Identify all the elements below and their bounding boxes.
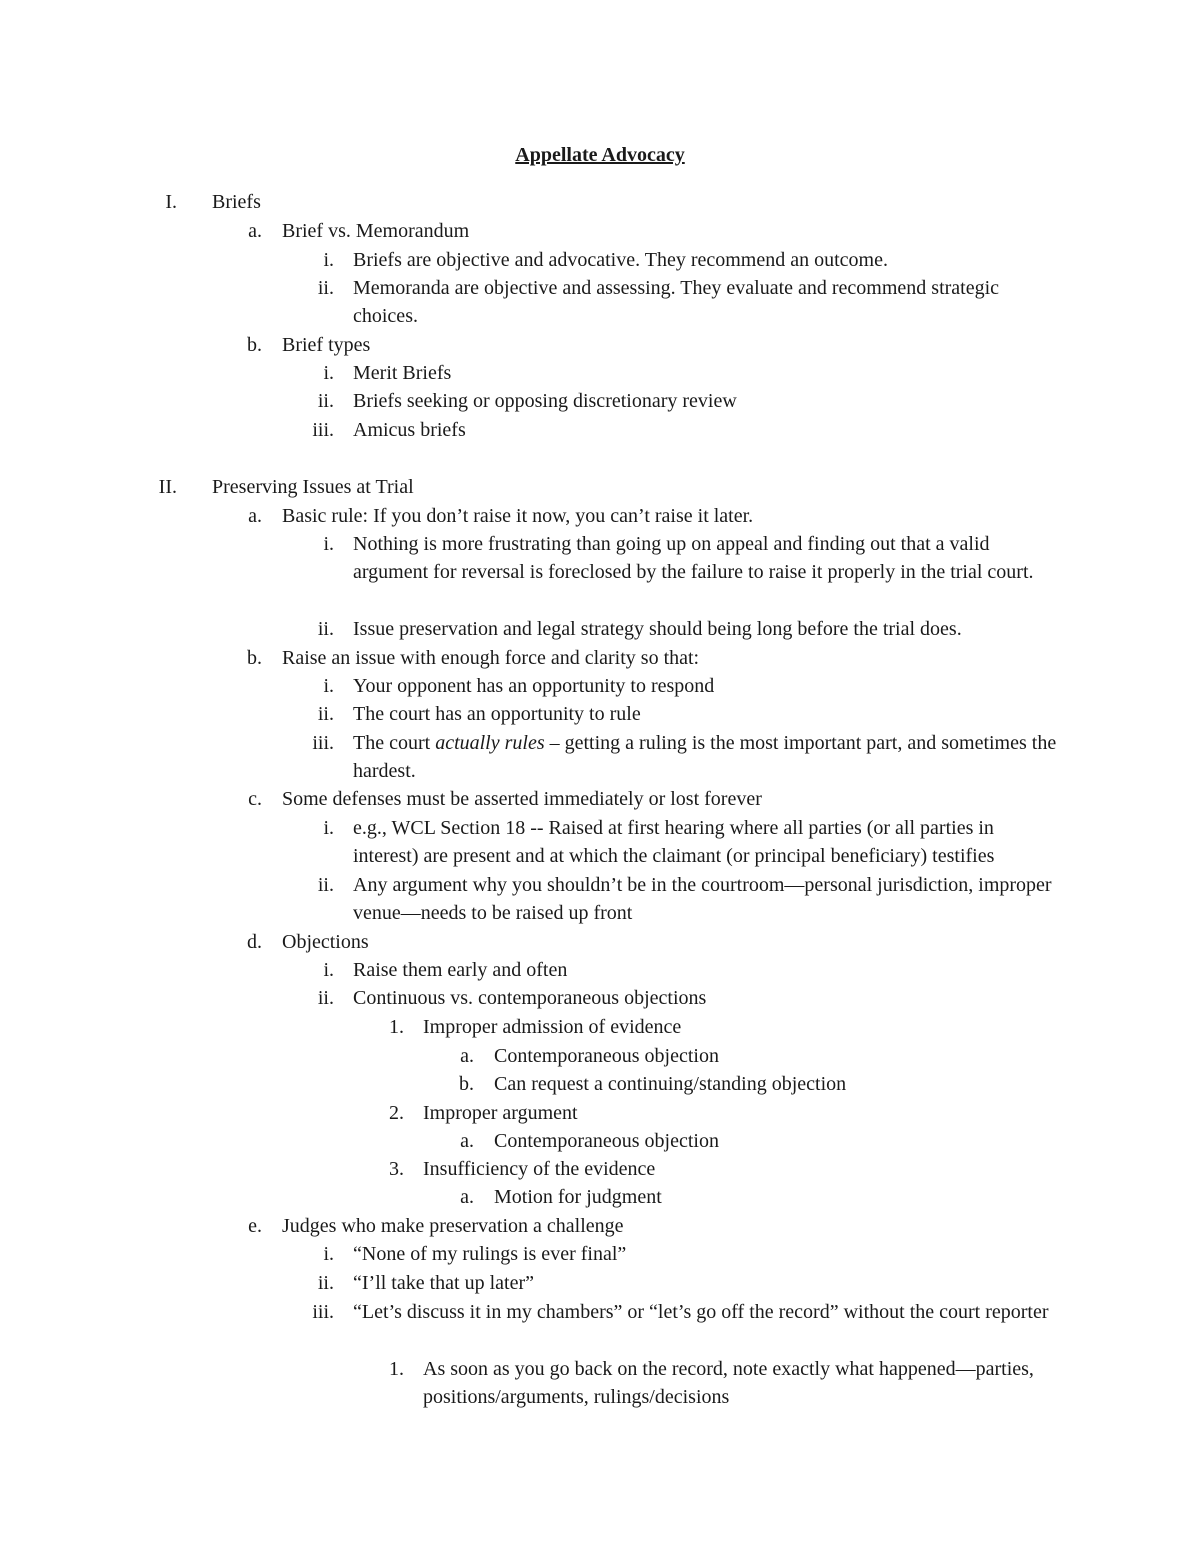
outline-text: Objections: [282, 931, 369, 953]
outline-text: Your opponent has an opportunity to respond: [353, 675, 715, 697]
outline-text: Improper argument: [423, 1102, 578, 1124]
outline-label: ii.: [317, 874, 334, 896]
outline-text: Continuous vs. contemporaneous objections: [353, 987, 707, 1009]
outline-text: Issue preservation and legal strategy should being long before the trial does.: [353, 618, 962, 640]
outline-label: i.: [323, 675, 334, 697]
outline-text: [353, 729, 1063, 786]
outline-text-emphasis: actually rules: [435, 732, 545, 754]
outline-label: a.: [460, 1130, 474, 1152]
outline-text: Judges who make preservation a challenge: [282, 1215, 624, 1237]
outline-label: i.: [323, 1243, 334, 1265]
outline-text: Memoranda are objective and assessing. They evaluate and recommend strategic choices.: [353, 277, 1000, 328]
outline-label: ii.: [317, 277, 334, 299]
outline-label: i.: [323, 817, 334, 839]
outline-label: 2.: [389, 1102, 404, 1124]
outline-text: Basic rule: If you don’t raise it now, you can’t raise it later.: [282, 505, 754, 527]
outline-label: a.: [248, 220, 262, 242]
outline-label: 1.: [389, 1358, 404, 1380]
outline-label: c.: [248, 788, 262, 810]
outline-text-before: The court: [353, 732, 436, 754]
outline-label: i.: [323, 362, 334, 384]
outline-label: a.: [460, 1186, 474, 1208]
outline-label: 1.: [389, 1016, 404, 1038]
outline-label: ii.: [317, 703, 334, 725]
outline-text: Briefs are objective and advocative. They recommend an outcome.: [353, 249, 888, 271]
outline-label: b.: [247, 334, 262, 356]
outline-label: ii.: [317, 390, 334, 412]
outline-label: ii.: [317, 618, 334, 640]
outline-text: e.g., WCL Section 18 -- Raised at first hearing where all parties (or all parties in interest) are present and at which the claimant (or principal beneficiary) testifies: [353, 817, 995, 868]
outline-text: Contemporaneous objection: [494, 1130, 719, 1152]
outline-text: “I’ll take that up later”: [353, 1272, 535, 1294]
outline-text: “None of my rulings is ever final”: [353, 1243, 627, 1265]
outline-label: e.: [248, 1215, 262, 1237]
outline-label: i.: [323, 533, 334, 555]
outline-text: Preserving Issues at Trial: [212, 476, 414, 498]
outline-text: Improper admission of evidence: [423, 1016, 682, 1038]
outline-text: Amicus briefs: [353, 419, 466, 441]
outline-label: i.: [323, 959, 334, 981]
outline-label: iii.: [312, 419, 334, 441]
outline-label: a.: [460, 1045, 474, 1067]
outline-label: II.: [158, 476, 177, 498]
outline-text: Raise an issue with enough force and clarity so that:: [282, 647, 700, 669]
outline-text: Can request a continuing/standing objection: [494, 1073, 847, 1095]
outline-label: 3.: [389, 1158, 404, 1180]
document-title: Appellate Advocacy: [515, 144, 685, 166]
outline-label: ii.: [317, 1272, 334, 1294]
outline-text: Any argument why you shouldn’t be in the courtroom—personal jurisdiction, improper venue—needs to be raised up front: [353, 874, 1052, 925]
outline-label: b.: [247, 647, 262, 669]
outline-label: I.: [165, 191, 177, 213]
outline-text: Briefs: [212, 191, 261, 213]
outline-label: b.: [459, 1073, 474, 1095]
outline-text: Raise them early and often: [353, 959, 568, 981]
outline-label: ii.: [317, 987, 334, 1009]
outline-text: Merit Briefs: [353, 362, 452, 384]
outline-text: Brief vs. Memorandum: [282, 220, 470, 242]
outline-label: iii.: [312, 732, 334, 754]
outline-text: As soon as you go back on the record, note exactly what happened—parties, positions/arguments, rulings/decisions: [423, 1358, 1034, 1409]
outline-text: The court has an opportunity to rule: [353, 703, 641, 725]
outline-label: d.: [247, 931, 262, 953]
outline-text: “Let’s discuss it in my chambers” or “let’s go off the record” without the court reporter: [353, 1301, 1049, 1323]
outline-label: i.: [323, 249, 334, 271]
outline-text: Nothing is more frustrating than going up on appeal and finding out that a valid argument for reversal is foreclosed by the failure to raise it properly in the trial court.: [353, 533, 1034, 584]
outline-label: iii.: [312, 1301, 334, 1323]
outline-text: Insufficiency of the evidence: [423, 1158, 656, 1180]
outline-text: Some defenses must be asserted immediately or lost forever: [282, 788, 762, 810]
outline-text: Briefs seeking or opposing discretionary review: [353, 390, 737, 412]
outline-text: Motion for judgment: [494, 1186, 662, 1208]
outline-text-after: – getting a ruling is the most important part, and sometimes the hardest.: [353, 732, 1057, 783]
outline-label: a.: [248, 505, 262, 527]
outline-text: Brief types: [282, 334, 371, 356]
outline-text: Contemporaneous objection: [494, 1045, 719, 1067]
